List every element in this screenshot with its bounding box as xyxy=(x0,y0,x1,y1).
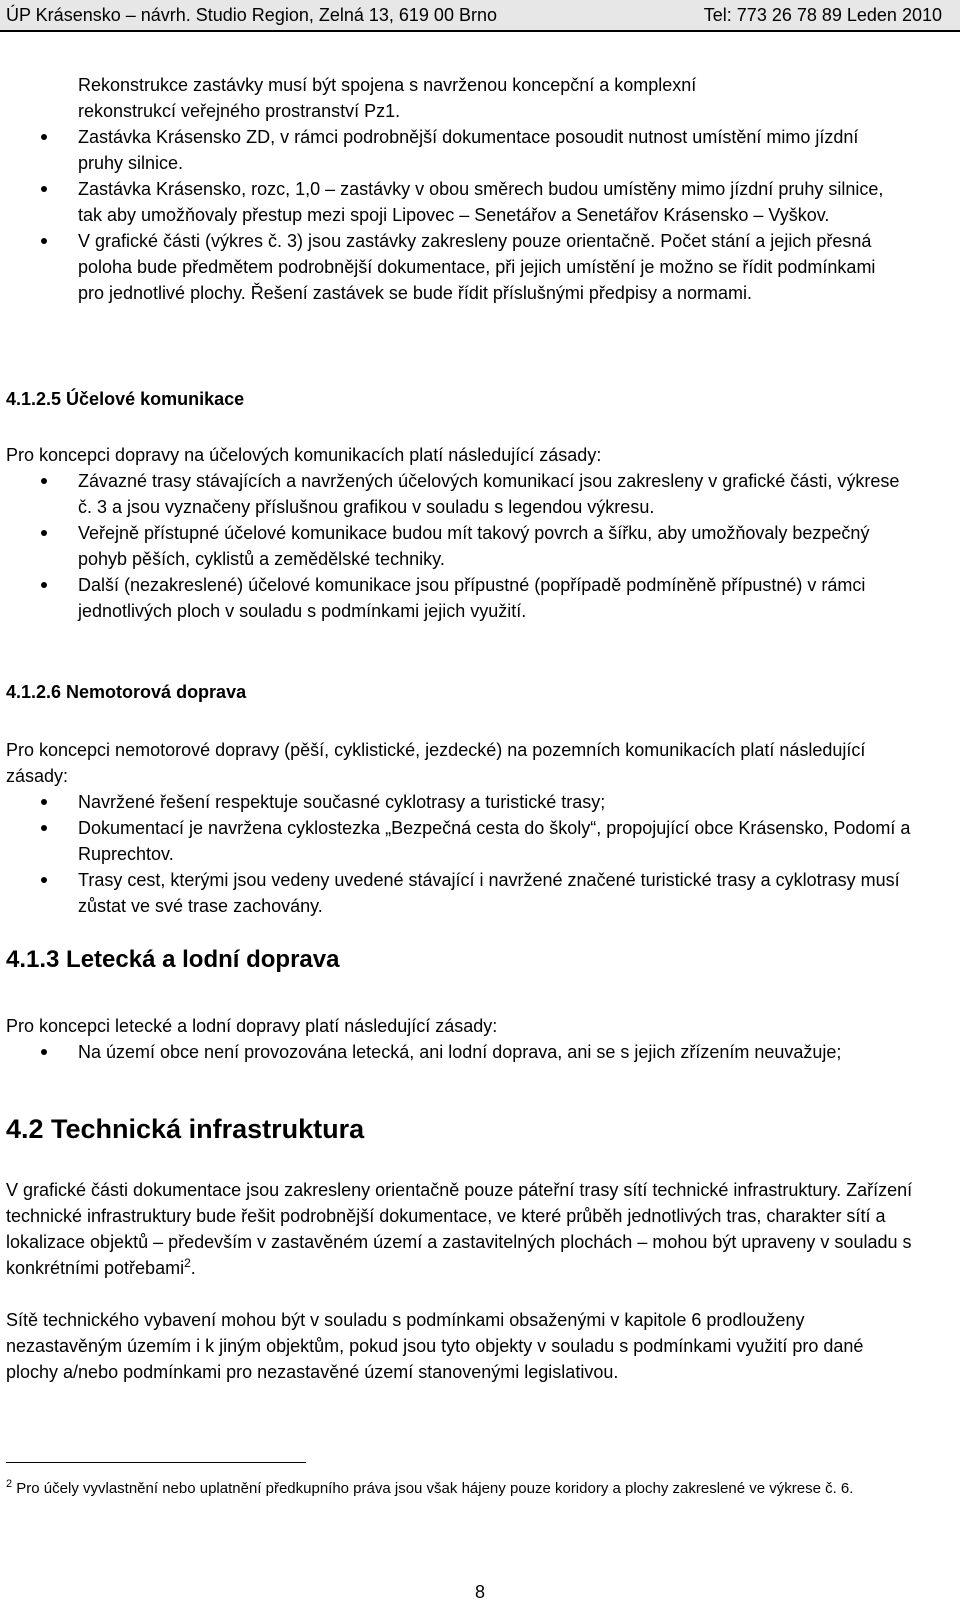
section-lead: Pro koncepci dopravy na účelových komunikacích platí následující zásady: xyxy=(6,445,602,465)
section-42 xyxy=(0,1113,960,1145)
section-heading: 4.1.2.5 Účelové komunikace xyxy=(6,389,245,409)
bullet-icon xyxy=(41,825,47,831)
bullet-icon xyxy=(41,582,47,588)
intro-line-1: Rekonstrukce zastávky musí být spojena s navrženou koncepční a komplexní xyxy=(78,75,697,95)
footnote-divider xyxy=(6,1462,306,1463)
section-heading: 4.2 Technická infrastruktura xyxy=(6,1114,365,1144)
section-4125-body xyxy=(0,442,900,624)
paragraph: Sítě technického vybavení mohou být v souladu s podmínkami obsaženými v kapitole 6 prodlouženy nezastavěným územím i k jiným objektům, pokud jsou tyto objekty v souladu s podmínkami využití pro dané plochy a/nebo podmínkami pro nezastavěné území stanovenými legislativou. xyxy=(6,1310,864,1382)
list-item: V grafické části (výkres č. 3) jsou zastávky zakresleny pouze orientačně. Počet stání a jejich přesná poloha bude předmětem podrobnější dokumentace, při jejich umístění je možno se řídit podmínkami pro jednotlivé plochy. Řešení zastávek se bude řídit příslušnými předpisy a normami. xyxy=(0,228,900,306)
intro-line-2: rekonstrukcí veřejného prostranství Pz1. xyxy=(78,101,401,121)
bullet-icon xyxy=(41,877,47,883)
list-item: Veřejně přístupné účelové komunikace budou mít takový povrch a šířku, aby umožňovaly bezpečný pohyb pěších, cyklistů a zemědělské techniky. xyxy=(0,520,900,572)
list-item: Na území obce není provozována letecká, ani lodní doprava, ani se s jejich zřízením neuvažuje; xyxy=(0,1039,920,1065)
bullet-icon xyxy=(41,799,47,805)
list-item: Závazné trasy stávajících a navržených účelových komunikací jsou zakresleny v grafické části, výkrese č. 3 a jsou vyznačeny příslušnou grafikou v souladu s legendou výkresu. xyxy=(0,468,900,520)
bullet-icon xyxy=(41,238,47,244)
list-item: Zastávka Krásensko ZD, v rámci podrobnější dokumentace posoudit nutnost umístění mimo jízdní pruhy silnice. xyxy=(0,124,900,176)
page-header xyxy=(0,0,960,32)
page-number: 8 xyxy=(474,1582,485,1602)
footnote: $^2$ Pro účely vyvlastnění nebo uplatnění předkupního práva jsou však hájeny pouze koridory a plochy zakreslené ve výkrese č. 6. xyxy=(6,1478,854,1497)
section-heading: 4.1.3 Letecká a lodní doprava xyxy=(6,946,340,973)
list-item: Trasy cest, kterými jsou vedeny uvedené stávající i navržené značené turistické trasy a cyklotrasy musí zůstat ve své trase zachovány. xyxy=(0,867,920,919)
intro-bullets xyxy=(0,124,900,306)
section-413 xyxy=(0,945,960,975)
header-left-text: ÚP Krásensko – návrh. Studio Region, Zelná 13, 619 00 Brno xyxy=(6,5,497,25)
footnote-mark: 2 xyxy=(6,1478,13,1490)
section-413-body xyxy=(0,1013,920,1065)
bullet-icon xyxy=(41,134,47,140)
paragraph: V grafické části dokumentace jsou zakresleny orientačně pouze páteřní trasy sítí technické infrastruktury. Zařízení technické infrastruktury bude řešit podrobnější dokumentace, ve které průběh jednotlivých tras, charakter sítí a lokalizace objektů – především v zastavěném území a zastavitelných plochách – mohou být upraveny v souladu s konkrétními potřebami$^2$. xyxy=(6,1180,913,1278)
header-right-text: Tel: 773 26 78 89 Leden 2010 xyxy=(703,5,942,25)
list-item: Zastávka Krásensko, rozc, 1,0 – zastávky v obou směrech budou umístěny mimo jízdní pruhy silnice, tak aby umožňovaly přestup mezi spoji Lipovec – Senetářov a Senetářov Krásensko – Vyškov. xyxy=(0,176,900,228)
section-heading: 4.1.2.6 Nemotorová doprava xyxy=(6,682,247,702)
section-lead: Pro koncepci letecké a lodní dopravy platí následující zásady: xyxy=(6,1016,498,1036)
footnote-ref: 2 xyxy=(184,1256,191,1270)
intro-block xyxy=(0,72,960,124)
section-4126 xyxy=(0,679,960,705)
bullet-icon xyxy=(41,478,47,484)
section-4125 xyxy=(0,386,960,412)
bullet-icon xyxy=(41,1049,47,1055)
section-42-body xyxy=(0,1177,920,1385)
bullet-icon xyxy=(41,186,47,192)
section-lead: Pro koncepci nemotorové dopravy (pěší, cyklistické, jezdecké) na pozemních komunikacích platí následující zásady: xyxy=(6,740,866,786)
list-item: Další (nezakreslené) účelové komunikace jsou přípustné (popřípadě podmíněně přípustné) v rámci jednotlivých ploch v souladu s podmínkami jejich využití. xyxy=(0,572,900,624)
section-4126-body xyxy=(0,737,920,919)
list-item: Dokumentací je navržena cyklostezka „Bezpečná cesta do školy“, propojující obce Krásensko, Podomí a Ruprechtov. xyxy=(0,815,920,867)
bullet-icon xyxy=(41,530,47,536)
list-item: Navržené řešení respektuje současné cyklotrasy a turistické trasy; xyxy=(0,789,920,815)
